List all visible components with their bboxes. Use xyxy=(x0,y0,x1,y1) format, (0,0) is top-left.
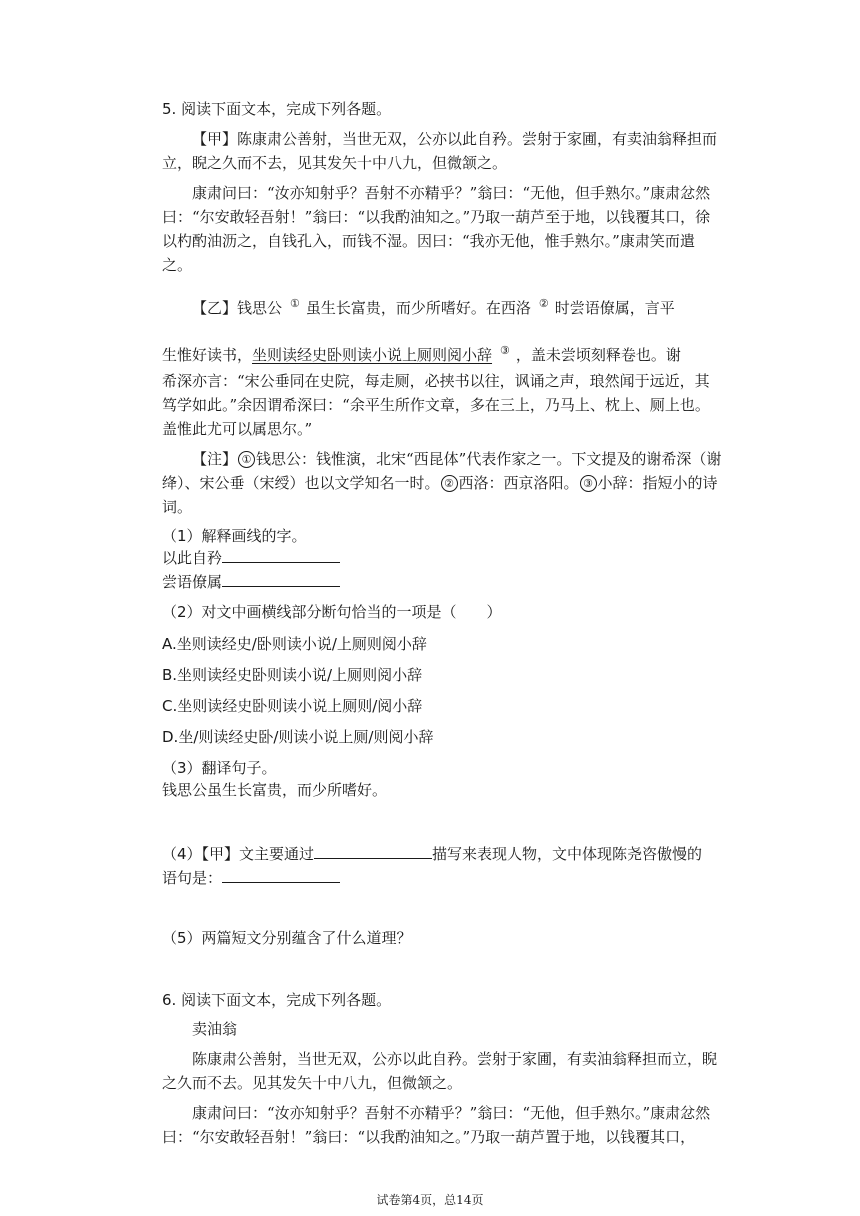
answer-blank[interactable] xyxy=(222,868,340,883)
q5-yi-line-2: 生惟好读书，坐则读经史卧则读小说上厕则阅小辞 ③ ，盖未尝顷刻释卷也。谢 xyxy=(162,344,681,364)
q5-sub4-line-1: （4）【甲】文主要通过 描写来表现人物，文中体现陈尧咨傲慢的 xyxy=(162,845,703,863)
option-b[interactable]: B.坐则读经史卧则读小说/上厕则阅小辞 xyxy=(162,666,423,684)
q6-title: 卖油翁 xyxy=(192,1020,238,1038)
q5-sub3-sentence: 钱思公虽生长富贵，而少所嗜好。 xyxy=(162,781,388,799)
q5-sub4-line-2: 语句是： xyxy=(162,866,722,890)
answer-blank[interactable] xyxy=(314,844,432,859)
footnote-mark-1: ① xyxy=(290,297,300,310)
answer-blank[interactable] xyxy=(222,572,340,587)
q6-paragraph-2: 康肃问曰：“汝亦知射乎？吾射不亦精乎？”翁曰：“无他，但手熟尔。”康肃忿然曰：“尔安敢轻吾射！”翁曰：“以我酌油知之。”乃取一葫芦置于地，以钱覆其口， xyxy=(162,1104,711,1146)
option-c[interactable]: C.坐则读经史卧则读小说上厕则/阅小辞 xyxy=(162,697,423,715)
q5-jia-paragraph-2: 康肃问曰：“汝亦知射乎？吾射不亦精乎？”翁曰：“无他，但手熟尔。”康肃忿然曰：“尔安敢轻吾射！”翁曰：“以我酌油知之。”乃取一葫芦至于地，以钱覆其口，徐以杓酌油沥之，自钱孔入，而钱不湿。因曰：“我亦无他，惟手熟尔。”康肃笑而遣之。 xyxy=(162,184,711,274)
q5-yi-line-1: 【乙】钱思公 ① 虽生长富贵，而少所嗜好。在西洛 ② 时尝语僚属，言平 xyxy=(192,297,675,317)
q5-jia-paragraph-1: 【甲】陈康肃公善射，当世无双，公亦以此自矜。尝射于家圃，有卖油翁释担而立，睨之久而不去，见其发矢十中八九，但微颔之。 xyxy=(162,130,718,172)
page-footer: 试卷第4页，总14页 xyxy=(376,1193,484,1207)
option-d[interactable]: D.坐/则读经史卧/则读小说上厕/则阅小辞 xyxy=(162,728,434,746)
q6-paragraph-1: 陈康肃公善射，当世无双，公亦以此自矜。尝射于家圃，有卖油翁释担而立，睨之久而不去。见其发矢十中八九，但微颔之。 xyxy=(162,1050,718,1092)
q5-sub5: （5）两篇短文分别蕴含了什么道理？ xyxy=(162,929,412,947)
q5-sub3: （3）翻译句子。 xyxy=(162,759,277,777)
jia-tag: 【甲】 xyxy=(192,130,238,148)
q5-sub1-item-b: 尝语僚属 xyxy=(162,570,722,594)
q5-sub1: （1）解释画线的字。 xyxy=(162,527,307,545)
q5-sub2: （2）对文中画横线部分断句恰当的一项是（ ） xyxy=(162,603,502,621)
q5-sub1-item-a: 以此自矜 xyxy=(162,546,722,570)
footnote-mark-3: ③ xyxy=(500,344,510,357)
underlined-sentence: 坐则读经史卧则读小说上厕则阅小辞 xyxy=(252,346,493,364)
q5-yi-paragraph-rest: 希深亦言：“宋公垂同在史院，每走厕，必挟书以往，讽诵之声，琅然闻于远近，其笃学如此。”余因谓希深曰：“余平生所作文章，多在三上，乃马上、枕上、厕上也。盖惟此尤可以属思尔。” xyxy=(162,372,710,438)
q5-header: 5. 阅读下面文本，完成下列各题。 xyxy=(162,100,392,118)
footnote-mark-2: ② xyxy=(538,297,549,310)
option-a[interactable]: A.坐则读经史/卧则读小说/上厕则阅小辞 xyxy=(162,635,427,653)
answer-blank[interactable] xyxy=(222,548,340,563)
q6-header: 6. 阅读下面文本，完成下列各题。 xyxy=(162,991,392,1009)
q5-notes: 【注】 ① 钱思公：钱惟演，北宋“西昆体”代表作家之一。下文提及的谢希深（谢绛）、宋公垂（宋绶）也以文学知名一时。 ② 西洛：西京洛阳。 ③ 小辞：指短小的诗词。 xyxy=(162,450,722,516)
